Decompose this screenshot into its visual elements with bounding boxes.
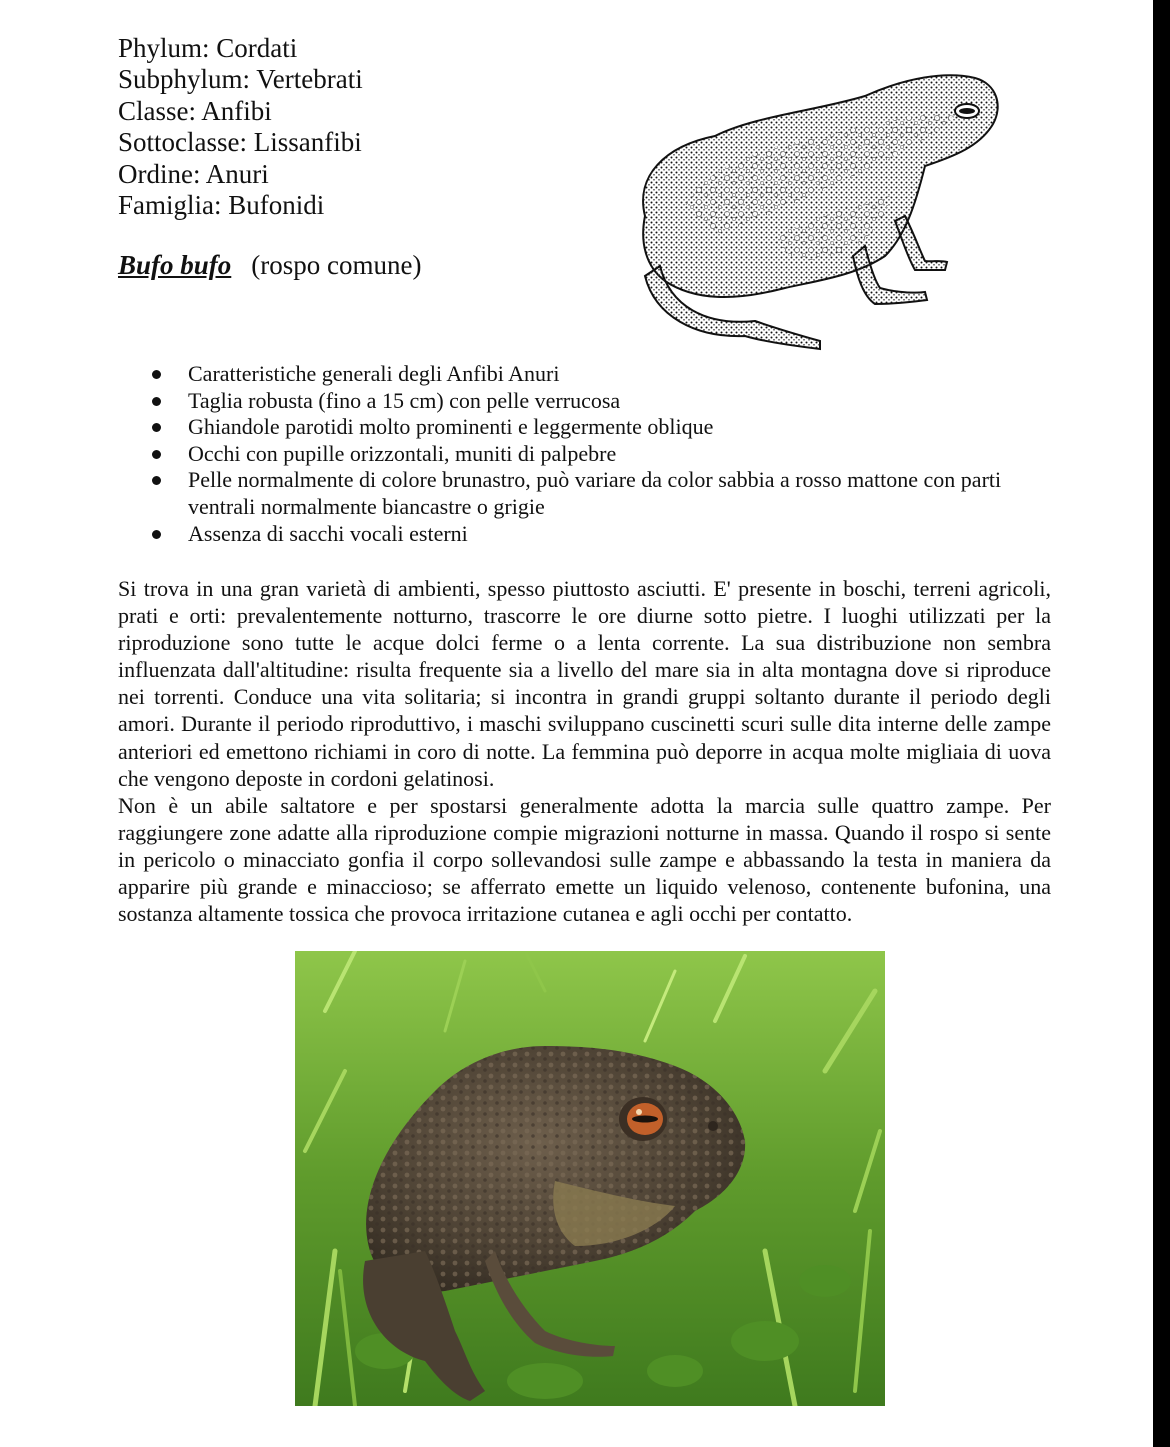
description-text bbox=[118, 575, 1051, 927]
taxonomy-class: Classe: Anfibi bbox=[118, 95, 272, 126]
taxonomy-subclass: Sottoclasse: Lissanfibi bbox=[118, 127, 362, 158]
taxonomy-subphylum: Subphylum: Vertebrati bbox=[118, 64, 363, 95]
toad-photo bbox=[295, 951, 885, 1406]
toad-eye bbox=[955, 104, 979, 118]
characteristics-list bbox=[150, 361, 1055, 547]
toad-drawing bbox=[625, 66, 1010, 352]
species-heading bbox=[118, 249, 421, 281]
list-item: Taglia robusta (fino a 15 cm) con pelle verrucosa bbox=[150, 388, 1055, 415]
paragraph-behavior: Non è un abile saltatore e per spostarsi generalmente adotta la marcia sulle quattro zampe. Per raggiungere zone adatte alla riproduzione compie migrazioni notturne in massa. Quando il rospo si sente in pericolo o minacciato gonfia il corpo sollevandosi sulle zampe e abbassando la testa in maniera da apparire più grande e minaccioso; se afferrato emette un liquido velenoso, contenente bufonina, una sostanza altamente tossica che provoca irritazione cutanea e agli occhi per contatto. bbox=[118, 792, 1051, 927]
list-item: Pelle normalmente di colore brunastro, può variare da color sabbia a rosso mattone con parti ventrali normalmente biancastre o grigie bbox=[150, 467, 1055, 520]
taxonomy-list bbox=[118, 33, 363, 221]
list-item: Caratteristiche generali degli Anfibi Anuri bbox=[150, 361, 1055, 388]
list-item: Assenza di sacchi vocali esterni bbox=[150, 521, 1055, 548]
list-item: Ghiandole parotidi molto prominenti e leggermente oblique bbox=[150, 414, 1055, 441]
list-item: Occhi con pupille orizzontali, muniti di palpebre bbox=[150, 441, 1055, 468]
taxonomy-order: Ordine: Anuri bbox=[118, 158, 269, 189]
species-common-name: (rospo comune) bbox=[251, 250, 422, 280]
species-scientific-name: Bufo bufo bbox=[118, 250, 232, 280]
taxonomy-phylum: Phylum: Cordati bbox=[118, 33, 298, 63]
paragraph-habitat: Si trova in una gran varietà di ambienti, spesso piuttosto asciutti. E' presente in boschi, terreni agricoli, prati e orti: prevalentemente notturno, trascorre le ore diurne sotto pietre. I luoghi utilizzati per la riproduzione sono tutte le acque dolci ferme o a lenta corrente. La sua distribuzione non sembra influenzata dall'altitudine: risulta frequente sia a livello del mare sia in alta montagna dove si riproduce nei torrenti. Conduce una vita solitaria; si incontra in grandi gruppi soltanto durante il periodo degli amori. Durante il periodo riproduttivo, i maschi sviluppano cuscinetti scuri sulle dita interne delle zampe anteriori ed emettono richiami in coro di notte. La femmina può deporre in acqua molte migliaia di uova che vengono deposte in cordoni gelatinosi. bbox=[118, 576, 1051, 791]
taxonomy-family: Famiglia: Bufonidi bbox=[118, 190, 325, 221]
